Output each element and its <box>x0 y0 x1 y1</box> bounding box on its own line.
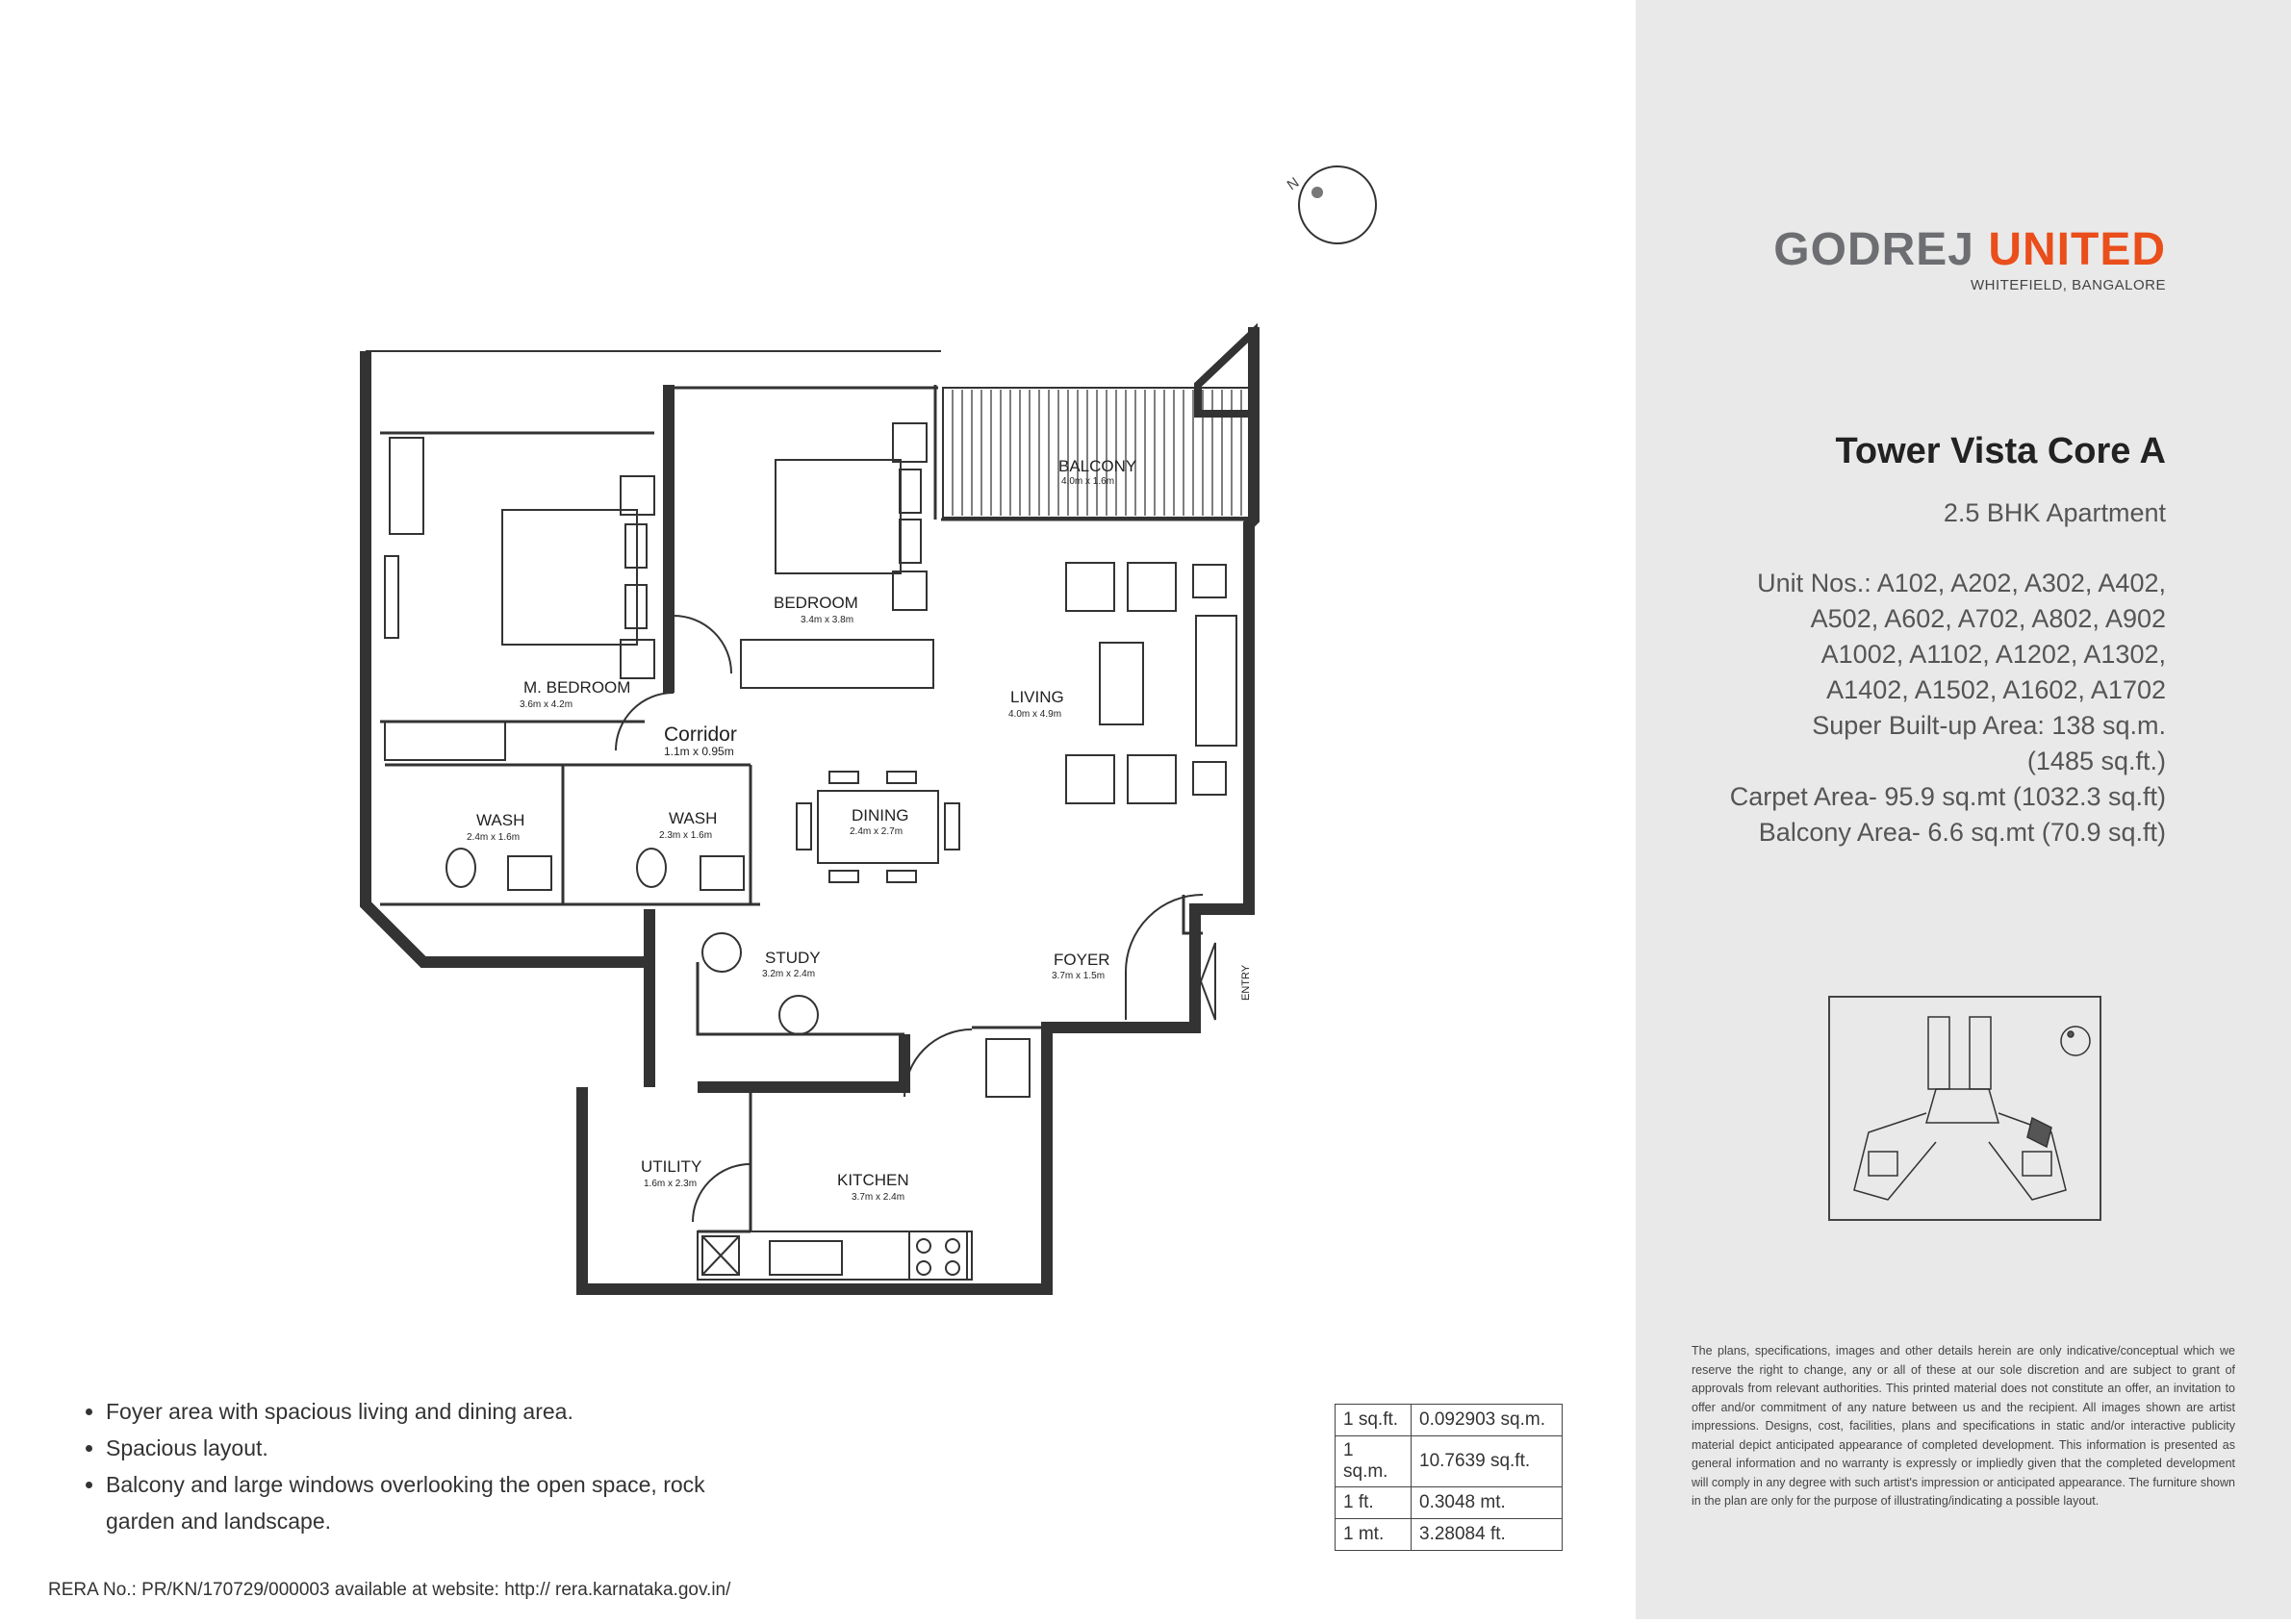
north-compass-icon <box>1285 166 1376 243</box>
wash-2-size: 2.3m x 1.6m <box>659 830 713 841</box>
detail-line: A502, A602, A702, A802, A902 <box>1810 604 2166 633</box>
key-plan-map <box>1828 996 2101 1221</box>
table-row <box>1336 1487 1563 1519</box>
conversion-unit: 1 sq.ft. <box>1336 1405 1412 1436</box>
conversion-value: 0.3048 mt. <box>1412 1487 1563 1519</box>
feature-item: • Balcony and large windows overlooking the open space, rock garden and landscape. <box>106 1466 741 1539</box>
bedroom-size: 3.4m x 3.8m <box>801 615 854 625</box>
table-row <box>1336 1405 1563 1436</box>
table-row <box>1336 1519 1563 1551</box>
unit-conversion-table <box>1335 1404 1563 1551</box>
furniture <box>385 423 1236 1280</box>
brand-name-part1: GODREJ <box>1773 224 1974 275</box>
conversion-value: 3.28084 ft. <box>1412 1519 1563 1551</box>
key-plan-drawing <box>1830 998 2100 1219</box>
living-label: LIVING <box>1010 688 1064 706</box>
wash-2-label: WASH <box>669 809 718 827</box>
kitchen-size: 3.7m x 2.4m <box>852 1192 905 1203</box>
conversion-unit: 1 sq.m. <box>1336 1436 1412 1487</box>
rera-notice: RERA No.: PR/KN/170729/000003 available at website: http:// rera.karnataka.gov.in/ <box>48 1580 731 1600</box>
feature-item: • Foyer area with spacious living and dining area. <box>106 1393 741 1430</box>
dining-label: DINING <box>852 806 909 825</box>
balcony-label: BALCONY <box>1058 457 1137 475</box>
brand-logo <box>1773 223 2166 276</box>
brand-name-part2: UNITED <box>1988 224 2166 275</box>
entry-arrow-icon <box>1201 943 1215 1020</box>
dining-size: 2.4m x 2.7m <box>850 826 904 837</box>
table-row <box>1336 1436 1563 1487</box>
detail-line: (1485 sq.ft.) <box>2026 747 2166 775</box>
corridor-size: 1.1m x 0.95m <box>664 745 734 758</box>
balcony-size: 4.0m x 1.6m <box>1061 476 1115 487</box>
balcony-deck <box>943 332 1254 518</box>
study-size: 3.2m x 2.4m <box>762 969 816 979</box>
compass-label: N <box>1284 174 1303 194</box>
feature-item: • Spacious layout. <box>106 1430 741 1466</box>
utility-label: UTILITY <box>641 1157 702 1176</box>
entry-label: ENTRY <box>1240 964 1252 1001</box>
wash-1-size: 2.4m x 1.6m <box>467 832 521 843</box>
brand-location: WHITEFIELD, BANGALORE <box>1970 277 2166 293</box>
m-bedroom-size: 3.6m x 4.2m <box>520 699 573 710</box>
foyer-size: 3.7m x 1.5m <box>1052 971 1106 981</box>
apartment-type: 2.5 BHK Apartment <box>1943 498 2166 527</box>
detail-line: Unit Nos.: A102, A202, A302, A402, <box>1757 569 2166 597</box>
conversion-value: 10.7639 sq.ft. <box>1412 1436 1563 1487</box>
corridor-label: Corridor <box>664 723 737 746</box>
detail-line: A1002, A1102, A1202, A1302, <box>1820 640 2166 669</box>
feature-list <box>67 1393 741 1539</box>
detail-line: Super Built-up Area: 138 sq.m. <box>1812 711 2166 740</box>
unit-details <box>1646 566 2166 850</box>
bedroom-label: BEDROOM <box>774 594 858 612</box>
tower-title: Tower Vista Core A <box>1835 431 2166 471</box>
wash-1-label: WASH <box>476 811 525 829</box>
conversion-unit: 1 mt. <box>1336 1519 1412 1551</box>
living-size: 4.0m x 4.9m <box>1008 709 1062 720</box>
study-label: STUDY <box>765 949 821 967</box>
detail-line: A1402, A1502, A1602, A1702 <box>1826 675 2166 704</box>
m-bedroom-label: M. BEDROOM <box>523 678 631 697</box>
detail-line: Balcony Area- 6.6 sq.mt (70.9 sq.ft) <box>1758 818 2166 847</box>
conversion-value: 0.092903 sq.m. <box>1412 1405 1563 1436</box>
foyer-label: FOYER <box>1054 951 1110 969</box>
kitchen-label: KITCHEN <box>837 1171 909 1189</box>
detail-line: Carpet Area- 95.9 sq.mt (1032.3 sq.ft) <box>1729 782 2166 811</box>
utility-size: 1.6m x 2.3m <box>644 1179 698 1189</box>
legal-disclaimer: The plans, specifications, images and other details herein are only indicative/conceptual which we reserve the right to change, any or all of these at our sole discretion and are subject to grant of approvals from relevant authorities. This printed material does not constitute an offer, an invitation to offer and/or commitment of any nature between us and the recipient. All images shown are artist impressions. Designs, cost, facilities, plans and specifications in static and/or interactive publicity material depict anticipated appearance of completed development. This information is presented as general information and no warranty is expressly or impliedly given that the completed development will comply in any degree with such artist's impression or anticipated appearance. The furniture shown in the plan are only for the purpose of illustrating/indicating a possible layout. <box>1692 1344 2235 1508</box>
conversion-unit: 1 ft. <box>1336 1487 1412 1519</box>
